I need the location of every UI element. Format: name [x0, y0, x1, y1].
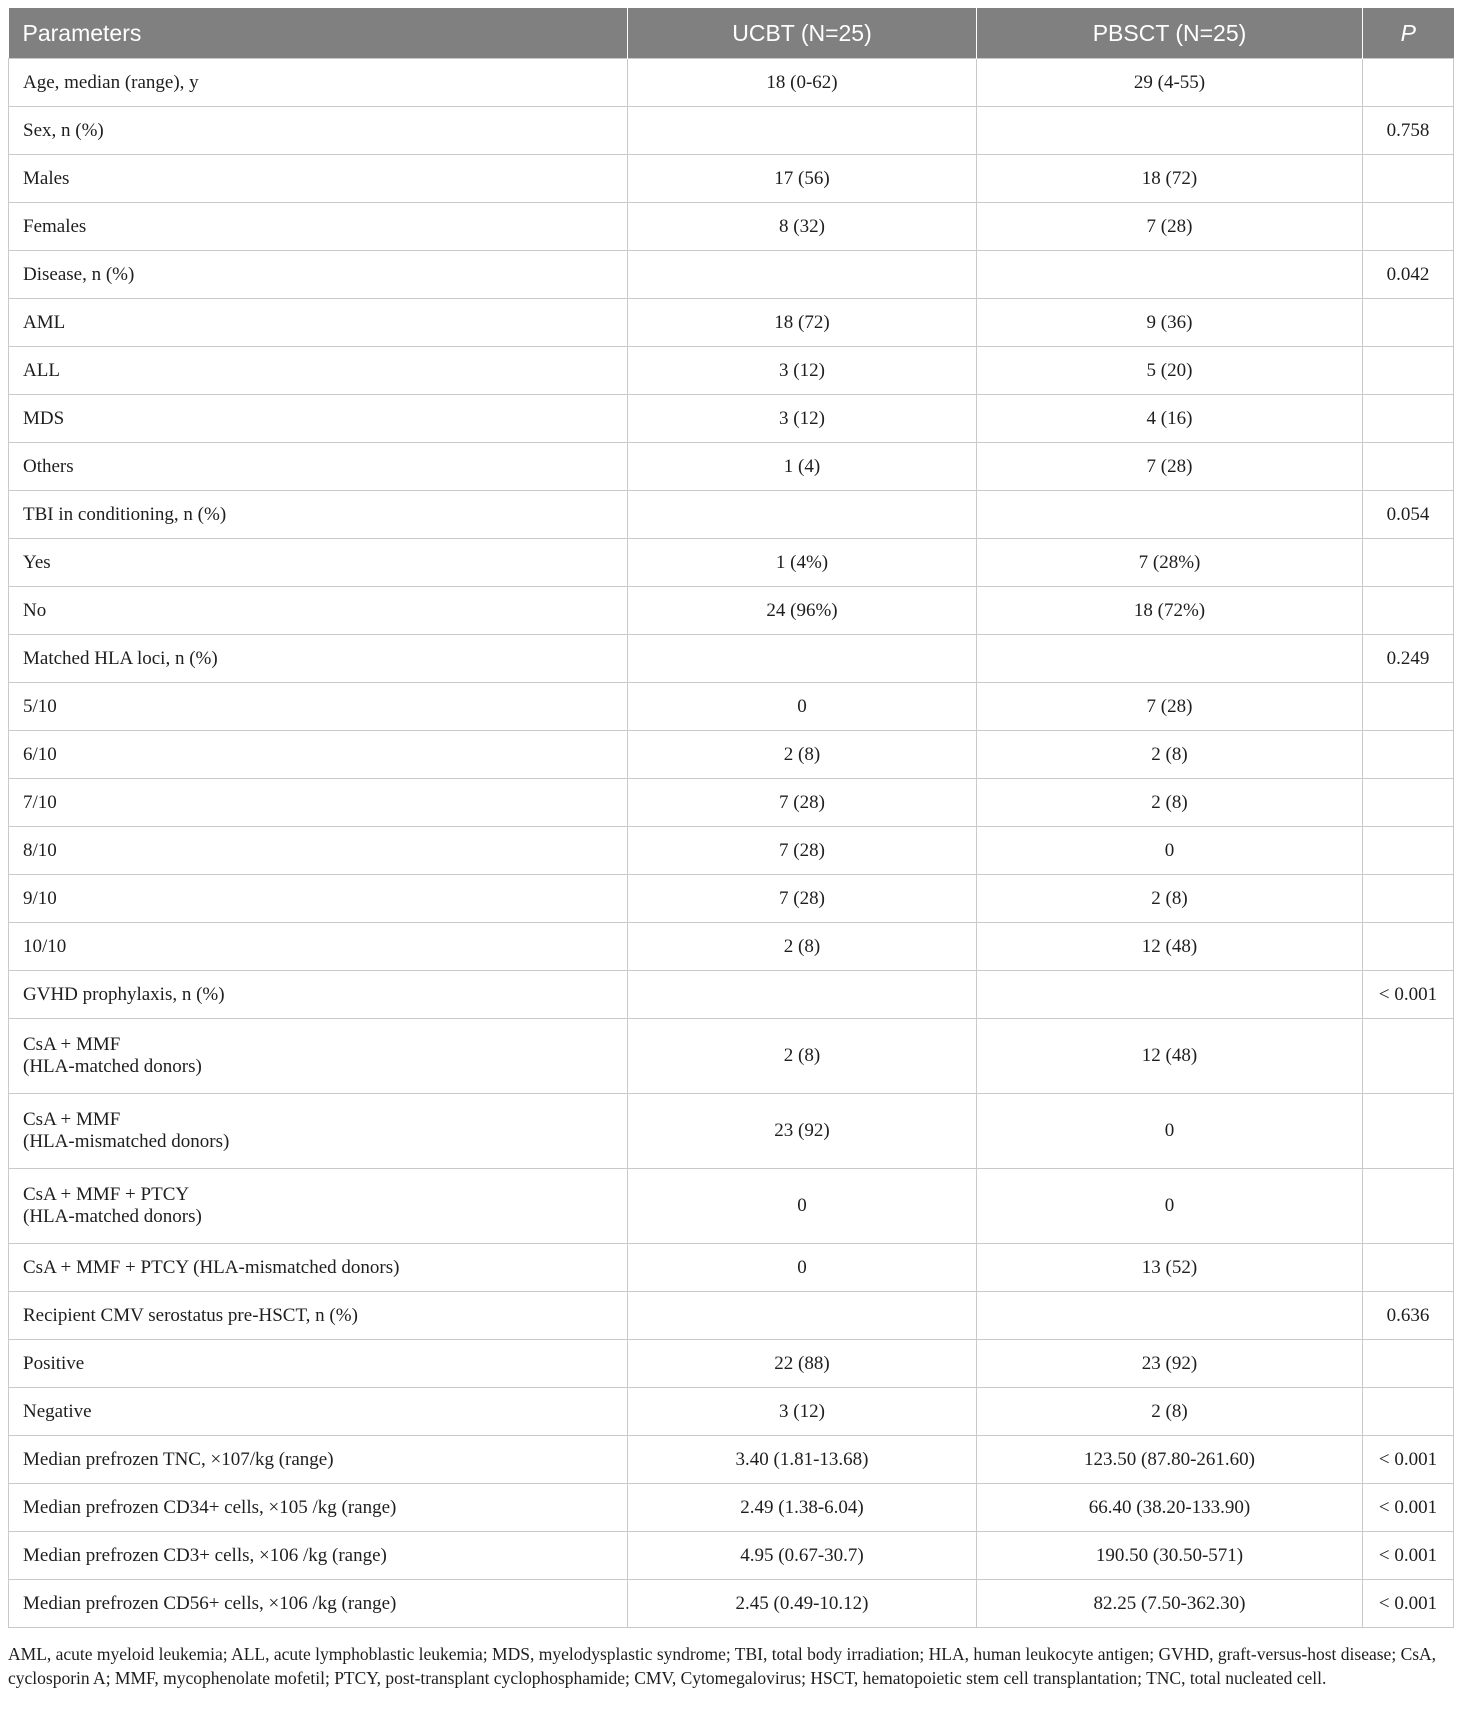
cell-parameter: [9, 1340, 628, 1388]
cell-ucbt: 3 (12): [628, 1388, 977, 1436]
cell-ucbt: 1 (4%): [628, 539, 977, 587]
table-row: [9, 1244, 1454, 1292]
cell-p-value: [1363, 1340, 1454, 1388]
cell-ucbt: 0: [628, 1169, 977, 1244]
table-row: [9, 875, 1454, 923]
cell-parameter: [9, 1019, 628, 1094]
cell-p-value: [1363, 1244, 1454, 1292]
cell-p-value: 0.042: [1363, 251, 1454, 299]
cell-ucbt: 22 (88): [628, 1340, 977, 1388]
cell-pbsct: [977, 107, 1363, 155]
cell-pbsct: 66.40 (38.20-133.90): [977, 1484, 1363, 1532]
cell-parameter: [9, 1436, 628, 1484]
cell-p-value: [1363, 875, 1454, 923]
cell-ucbt: 2 (8): [628, 1019, 977, 1094]
header-ucbt: UCBT (N=25): [628, 8, 977, 59]
cell-pbsct: 2 (8): [977, 1388, 1363, 1436]
cell-pbsct: 7 (28): [977, 203, 1363, 251]
table-body: [9, 59, 1454, 1628]
cell-p-value: [1363, 59, 1454, 107]
cell-p-value: [1363, 299, 1454, 347]
cell-p-value: [1363, 203, 1454, 251]
parameter-label: Median prefrozen TNC, ×107/kg (range): [23, 1448, 334, 1470]
cell-ucbt: 0: [628, 1244, 977, 1292]
cell-ucbt: 23 (92): [628, 1094, 977, 1169]
header-parameters: Parameters: [9, 8, 628, 59]
cell-ucbt: 4.95 (0.67-30.7): [628, 1532, 977, 1580]
cell-parameter: [9, 923, 628, 971]
parameter-label: CsA + MMF + PTCY: [23, 1184, 190, 1205]
table-row: [9, 923, 1454, 971]
cell-ucbt: 3 (12): [628, 395, 977, 443]
table-row: [9, 491, 1454, 539]
parameter-label: CsA + MMF: [23, 1034, 121, 1055]
table-row: [9, 971, 1454, 1019]
cell-pbsct: 82.25 (7.50-362.30): [977, 1580, 1363, 1628]
table-row: [9, 635, 1454, 683]
cell-pbsct: 2 (8): [977, 779, 1363, 827]
cell-parameter: [9, 299, 628, 347]
cell-pbsct: 18 (72%): [977, 587, 1363, 635]
table-row: [9, 59, 1454, 107]
cell-pbsct: [977, 971, 1363, 1019]
cell-ucbt: 17 (56): [628, 155, 977, 203]
parameter-sublabel: (HLA-matched donors): [23, 1206, 202, 1227]
cell-p-value: < 0.001: [1363, 1436, 1454, 1484]
cell-p-value: 0.636: [1363, 1292, 1454, 1340]
cell-parameter: [9, 395, 628, 443]
cell-p-value: < 0.001: [1363, 1580, 1454, 1628]
table-row: [9, 1580, 1454, 1628]
cell-p-value: [1363, 1388, 1454, 1436]
cell-pbsct: 12 (48): [977, 923, 1363, 971]
header-p-value: P: [1363, 8, 1454, 59]
parameter-label: 6/10: [23, 743, 57, 765]
parameter-label: Sex, n (%): [23, 119, 104, 141]
cell-p-value: < 0.001: [1363, 1532, 1454, 1580]
table-container: [8, 8, 1453, 1690]
cell-p-value: [1363, 683, 1454, 731]
cell-pbsct: 7 (28): [977, 443, 1363, 491]
cell-p-value: 0.054: [1363, 491, 1454, 539]
cell-p-value: [1363, 587, 1454, 635]
table-row: [9, 779, 1454, 827]
table-row: [9, 347, 1454, 395]
cell-pbsct: 0: [977, 827, 1363, 875]
cell-pbsct: 9 (36): [977, 299, 1363, 347]
cell-parameter: [9, 587, 628, 635]
cell-parameter: [9, 491, 628, 539]
cell-ucbt: [628, 251, 977, 299]
parameter-sublabel: (HLA-mismatched donors): [23, 1131, 230, 1152]
cell-ucbt: [628, 1292, 977, 1340]
cell-parameter: [9, 251, 628, 299]
cell-p-value: [1363, 395, 1454, 443]
parameter-label: Age, median (range), y: [23, 71, 199, 93]
cell-pbsct: 18 (72): [977, 155, 1363, 203]
parameter-label: Others: [23, 455, 74, 477]
cell-pbsct: 5 (20): [977, 347, 1363, 395]
cell-pbsct: 13 (52): [977, 1244, 1363, 1292]
parameter-label: 10/10: [23, 935, 67, 957]
cell-parameter: [9, 1532, 628, 1580]
parameter-label: 9/10: [23, 887, 57, 909]
parameter-label: Females: [23, 215, 87, 237]
parameter-label: Negative: [23, 1400, 92, 1422]
cell-ucbt: 7 (28): [628, 827, 977, 875]
table-row: [9, 1532, 1454, 1580]
table-row: [9, 539, 1454, 587]
parameter-label: Recipient CMV serostatus pre-HSCT, n (%): [23, 1304, 358, 1326]
table-row: [9, 1388, 1454, 1436]
cell-p-value: [1363, 827, 1454, 875]
cell-pbsct: 29 (4-55): [977, 59, 1363, 107]
table-row: [9, 155, 1454, 203]
cell-p-value: [1363, 1019, 1454, 1094]
cell-ucbt: [628, 635, 977, 683]
cell-parameter: [9, 1292, 628, 1340]
cell-p-value: 0.758: [1363, 107, 1454, 155]
parameter-label: MDS: [23, 407, 65, 429]
cell-pbsct: 7 (28): [977, 683, 1363, 731]
parameter-label: AML: [23, 311, 66, 333]
cell-parameter: [9, 1580, 628, 1628]
parameter-label: Males: [23, 167, 70, 189]
cell-p-value: [1363, 923, 1454, 971]
table-row: [9, 827, 1454, 875]
cell-ucbt: 3 (12): [628, 347, 977, 395]
cell-parameter: [9, 635, 628, 683]
cell-ucbt: 24 (96%): [628, 587, 977, 635]
cell-parameter: [9, 1484, 628, 1532]
table-row: [9, 1094, 1454, 1169]
cell-ucbt: [628, 491, 977, 539]
cell-ucbt: 1 (4): [628, 443, 977, 491]
baseline-characteristics-table: [8, 8, 1454, 1628]
cell-ucbt: 3.40 (1.81-13.68): [628, 1436, 977, 1484]
cell-pbsct: 23 (92): [977, 1340, 1363, 1388]
parameter-label: Positive: [23, 1352, 85, 1374]
cell-pbsct: 0: [977, 1094, 1363, 1169]
cell-pbsct: 0: [977, 1169, 1363, 1244]
parameter-label: 7/10: [23, 791, 57, 813]
cell-pbsct: 190.50 (30.50-571): [977, 1532, 1363, 1580]
cell-ucbt: 8 (32): [628, 203, 977, 251]
cell-pbsct: [977, 635, 1363, 683]
parameter-sublabel: (HLA-matched donors): [23, 1056, 202, 1077]
cell-ucbt: [628, 107, 977, 155]
cell-parameter: [9, 203, 628, 251]
parameter-label: ALL: [23, 359, 60, 381]
table-row: [9, 1340, 1454, 1388]
cell-parameter: [9, 875, 628, 923]
cell-parameter: [9, 731, 628, 779]
parameter-label: CsA + MMF + PTCY (HLA-mismatched donors): [23, 1256, 400, 1278]
cell-parameter: [9, 155, 628, 203]
cell-p-value: < 0.001: [1363, 971, 1454, 1019]
parameter-label: 5/10: [23, 695, 57, 717]
cell-pbsct: 2 (8): [977, 731, 1363, 779]
cell-parameter: [9, 1244, 628, 1292]
cell-pbsct: [977, 491, 1363, 539]
table-row: [9, 299, 1454, 347]
cell-ucbt: 18 (0-62): [628, 59, 977, 107]
cell-parameter: [9, 1388, 628, 1436]
table-row: [9, 251, 1454, 299]
cell-p-value: [1363, 347, 1454, 395]
header-pbsct: PBSCT (N=25): [977, 8, 1363, 59]
cell-p-value: 0.249: [1363, 635, 1454, 683]
cell-ucbt: 2.49 (1.38-6.04): [628, 1484, 977, 1532]
cell-parameter: [9, 539, 628, 587]
cell-pbsct: [977, 251, 1363, 299]
table-row: [9, 731, 1454, 779]
cell-parameter: [9, 443, 628, 491]
table-row: [9, 443, 1454, 491]
cell-ucbt: [628, 971, 977, 1019]
cell-p-value: [1363, 1094, 1454, 1169]
table-row: [9, 1292, 1454, 1340]
parameter-label: TBI in conditioning, n (%): [23, 503, 227, 525]
cell-parameter: [9, 827, 628, 875]
table-row: [9, 107, 1454, 155]
cell-ucbt: 0: [628, 683, 977, 731]
parameter-label: CsA + MMF: [23, 1109, 121, 1130]
cell-parameter: [9, 59, 628, 107]
parameter-label: Disease, n (%): [23, 263, 135, 285]
cell-parameter: [9, 683, 628, 731]
table-row: [9, 683, 1454, 731]
parameter-label: Median prefrozen CD3+ cells, ×106 /kg (range): [23, 1544, 387, 1566]
cell-ucbt: 2 (8): [628, 923, 977, 971]
parameter-label: Yes: [23, 551, 51, 573]
cell-pbsct: 4 (16): [977, 395, 1363, 443]
parameter-label: Matched HLA loci, n (%): [23, 647, 218, 669]
table-header-row: [9, 8, 1454, 59]
cell-parameter: [9, 107, 628, 155]
cell-parameter: [9, 347, 628, 395]
cell-pbsct: 2 (8): [977, 875, 1363, 923]
table-row: [9, 395, 1454, 443]
table-footnote: AML, acute myeloid leukemia; ALL, acute lymphoblastic leukemia; MDS, myelodysplastic syndrome; TBI, total body irradiation; HLA, human leukocyte antigen; GVHD, graft-versus-host disease; CsA, cyclosporin A; MMF, mycophenolate mofetil; PTCY, post-transplant cyclophosphamide; CMV, Cytomegalovirus; HSCT, hematopoietic stem cell transplantation; TNC, total nucleated cell.: [8, 1644, 1437, 1688]
table-row: [9, 1484, 1454, 1532]
cell-p-value: < 0.001: [1363, 1484, 1454, 1532]
cell-p-value: [1363, 1169, 1454, 1244]
parameter-label: 8/10: [23, 839, 57, 861]
cell-ucbt: 7 (28): [628, 779, 977, 827]
parameter-label: Median prefrozen CD56+ cells, ×106 /kg (range): [23, 1592, 397, 1614]
cell-pbsct: 7 (28%): [977, 539, 1363, 587]
table-row: [9, 587, 1454, 635]
cell-parameter: [9, 1094, 628, 1169]
cell-p-value: [1363, 443, 1454, 491]
table-row: [9, 203, 1454, 251]
cell-parameter: [9, 1169, 628, 1244]
parameter-label: GVHD prophylaxis, n (%): [23, 983, 225, 1005]
cell-p-value: [1363, 539, 1454, 587]
table-row: [9, 1019, 1454, 1094]
cell-p-value: [1363, 731, 1454, 779]
cell-parameter: [9, 971, 628, 1019]
parameter-label: Median prefrozen CD34+ cells, ×105 /kg (range): [23, 1496, 397, 1518]
cell-ucbt: 18 (72): [628, 299, 977, 347]
cell-pbsct: 123.50 (87.80-261.60): [977, 1436, 1363, 1484]
table-row: [9, 1169, 1454, 1244]
cell-p-value: [1363, 779, 1454, 827]
cell-ucbt: 2.45 (0.49-10.12): [628, 1580, 977, 1628]
parameter-label: No: [23, 599, 47, 621]
cell-p-value: [1363, 155, 1454, 203]
cell-ucbt: 2 (8): [628, 731, 977, 779]
cell-parameter: [9, 779, 628, 827]
cell-ucbt: 7 (28): [628, 875, 977, 923]
cell-pbsct: 12 (48): [977, 1019, 1363, 1094]
cell-pbsct: [977, 1292, 1363, 1340]
table-row: [9, 1436, 1454, 1484]
